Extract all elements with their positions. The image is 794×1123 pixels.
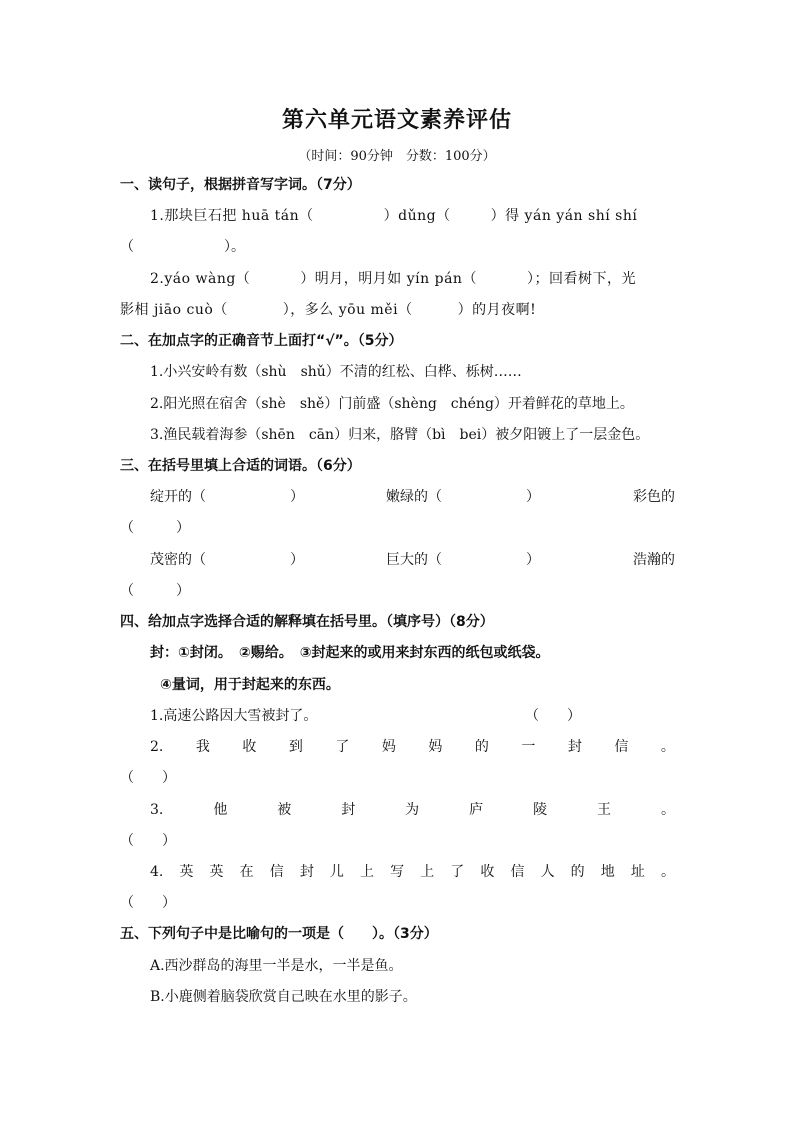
- q4-char: 收: [242, 739, 257, 755]
- q1-text: ）dǔng（: [383, 208, 451, 224]
- q4-char: 到: [288, 739, 303, 755]
- q4-sentence1: [150, 705, 675, 727]
- q4-sentence4: [150, 861, 675, 883]
- q4-char: 收: [480, 864, 495, 880]
- q4-sentence3: [150, 799, 675, 821]
- q4-char: 址: [630, 864, 645, 880]
- q4-char: 上: [360, 864, 375, 880]
- q4-char: 。: [660, 739, 675, 755]
- q2-heading: 二、在加点字的正确音节上面打“√”。（5分）: [120, 333, 403, 349]
- q3-word: ）: [290, 489, 304, 505]
- q4-char: 庐: [469, 802, 484, 818]
- q4-char: 被: [277, 802, 292, 818]
- q5-heading: 五、下列句子中是比喻句的一项是（ ）。（3分）: [120, 926, 438, 942]
- q4-char: 4.: [150, 864, 164, 880]
- q4-sentence2: [150, 736, 675, 758]
- q3-word: 茂密的（: [150, 552, 206, 568]
- q2-item2: 2.阳光照在宿舍（shè shě）门前盛（shèng chéng）开着鲜花的草地上。: [150, 396, 634, 412]
- q4-sentence2-paren: （ ）: [120, 770, 176, 786]
- page-subtitle: （时间：90分钟 分数：100分）: [298, 149, 496, 164]
- q4-char: 地: [600, 864, 615, 880]
- q4-char: 2.: [150, 739, 164, 755]
- q1-text: ）的月夜啊!: [457, 302, 537, 318]
- q1-text: 1.那块巨石把 huā tán（: [150, 208, 314, 224]
- q4-answer-paren: （ ）: [525, 708, 581, 724]
- q5-option-b: B.小鹿侧着脑袋欣赏自己映在水里的影子。: [150, 989, 417, 1005]
- q4-char: 英: [179, 864, 194, 880]
- q4-char: 信: [614, 739, 629, 755]
- q2-item3: 3.渔民载着海参（shēn cān）归来，胳臂（bì bei）被夕阳镀上了一层金色。: [150, 427, 650, 443]
- q5-option-a: A.西沙群岛的海里一半是水，一半是鱼。: [150, 958, 403, 974]
- q4-sentence4-paren: （ ）: [120, 895, 176, 911]
- q4-char: 英: [209, 864, 224, 880]
- q4-char: 的: [474, 739, 489, 755]
- q4-char: 他: [213, 802, 228, 818]
- q4-char: 陵: [533, 802, 548, 818]
- q3-word: 浩瀚的: [633, 552, 675, 568]
- q3-row2-cont: （ ）: [120, 583, 190, 599]
- q4-char: 人: [540, 864, 555, 880]
- q4-char: 王: [597, 802, 612, 818]
- q3-word: 嫩绿的（: [386, 489, 442, 505]
- q4-char: 封: [341, 802, 356, 818]
- page-title: 第六单元语文素养评估: [281, 108, 512, 133]
- q1-text: ）得 yán yán shí shí: [490, 208, 638, 224]
- q3-word: ）: [526, 489, 540, 505]
- q3-row2: [150, 549, 675, 571]
- q4-char: 妈: [381, 739, 396, 755]
- q2-item1: 1.小兴安岭有数（shù shǔ）不清的红松、白桦、栎树……: [150, 364, 522, 380]
- q1-line4: [120, 299, 675, 321]
- q4-char: 信: [510, 864, 525, 880]
- q4-char: 了: [450, 864, 465, 880]
- q4-char: 封: [299, 864, 314, 880]
- q1-text: 2.yáo wàng（: [150, 271, 251, 287]
- q1-text: ）；回看树下，光: [526, 271, 636, 287]
- q4-char: 信: [269, 864, 284, 880]
- q4-sentence3-paren: （ ）: [120, 833, 176, 849]
- q1-text: （: [120, 239, 134, 255]
- q4-char: 封: [567, 739, 582, 755]
- q4-char: 写: [390, 864, 405, 880]
- q4-char: 我: [195, 739, 210, 755]
- q4-char: 在: [239, 864, 254, 880]
- q4-char: 3.: [150, 802, 164, 818]
- q3-row1-cont: （ ）: [120, 520, 190, 536]
- q1-line2: [120, 236, 675, 258]
- q1-text: ），多么 yōu měi（: [282, 302, 413, 318]
- q4-char: 一: [521, 739, 536, 755]
- q4-char: 了: [335, 739, 350, 755]
- q1-text: ）。: [224, 239, 245, 255]
- q4-char: 为: [405, 802, 420, 818]
- q1-line1: [150, 205, 675, 227]
- q4-definitions-1: 封：①封闭。 ②赐给。 ③封起来的或用来封东西的纸包或纸袋。: [150, 645, 550, 661]
- q4-char: 上: [420, 864, 435, 880]
- q4-sentence-text: 1.高速公路因大雪被封了。: [150, 708, 318, 724]
- q1-line3: [150, 268, 675, 290]
- q4-definitions-2: ④量词，用于封起来的东西。: [160, 677, 340, 693]
- q3-word: 巨大的（: [386, 552, 442, 568]
- q1-text: ）明月，明月如 yín pán（: [300, 271, 477, 287]
- q4-char: 的: [570, 864, 585, 880]
- q4-char: 。: [660, 802, 675, 818]
- q4-char: 。: [660, 864, 675, 880]
- q1-heading: 一、读句子，根据拼音写字词。（7分）: [120, 177, 361, 193]
- q3-heading: 三、在括号里填上合适的词语。（6分）: [120, 458, 361, 474]
- q3-word: ）: [290, 552, 304, 568]
- q3-word: 彩色的: [633, 489, 675, 505]
- q1-text: 影相 jiāo cuò（: [120, 302, 228, 318]
- q4-char: 儿: [329, 864, 344, 880]
- q3-word: 绽开的（: [150, 489, 206, 505]
- q3-word: ）: [526, 552, 540, 568]
- q3-row1: [150, 486, 675, 508]
- q4-char: 妈: [428, 739, 443, 755]
- q4-heading: 四、给加点字选择合适的解释填在括号里。（填序号）（8分）: [120, 614, 494, 630]
